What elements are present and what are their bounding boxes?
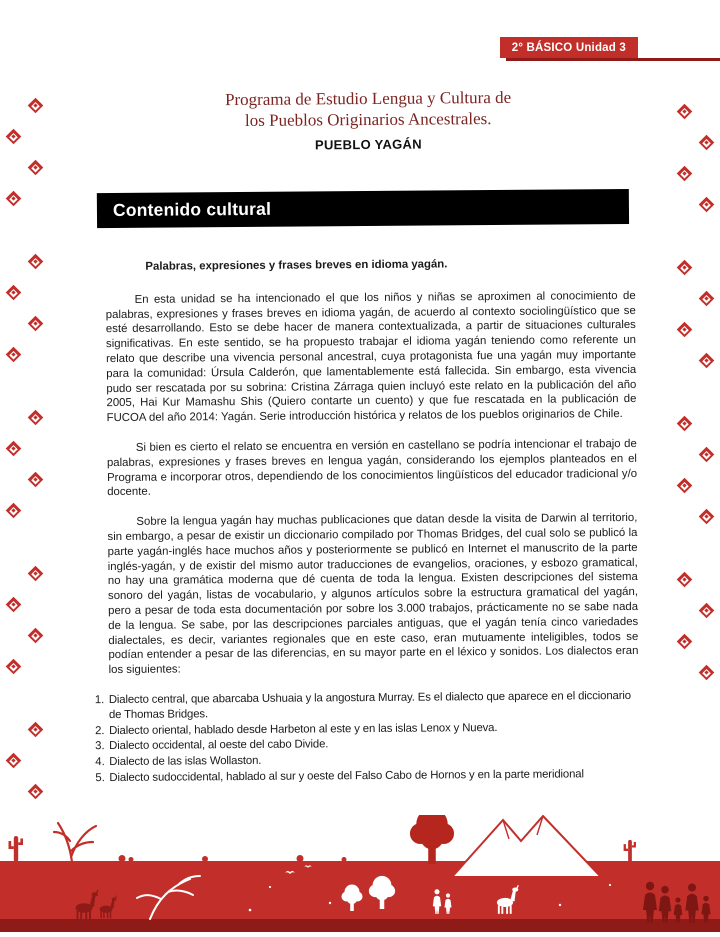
- diamond-ornament-icon: [699, 135, 715, 151]
- diamond-ornament-icon: [677, 478, 693, 494]
- diamond-ornament-icon: [699, 603, 715, 619]
- diamond-ornament-icon: [6, 191, 22, 207]
- right-ornament-border: [679, 96, 712, 720]
- diamond-ornament-icon: [28, 160, 44, 176]
- badge-underline: [506, 58, 720, 61]
- ornament-group: [679, 408, 712, 532]
- unit-badge: [500, 37, 638, 58]
- list-item: [95, 767, 639, 786]
- list-item-number: 4.: [95, 756, 105, 769]
- ornament-group: [679, 96, 712, 220]
- diamond-ornament-icon: [28, 784, 44, 800]
- diamond-ornament-icon: [677, 572, 693, 588]
- diamond-ornament-icon: [28, 98, 44, 114]
- list-item-number: 2.: [94, 724, 105, 737]
- footer-dark-strip: [0, 919, 720, 932]
- list-item-number: 1.: [94, 694, 105, 707]
- diamond-ornament-icon: [28, 316, 44, 332]
- title-line-2: los Pueblos Originarios Ancestrales.: [244, 109, 492, 130]
- diamond-ornament-icon: [677, 104, 693, 120]
- section-banner: [97, 189, 629, 228]
- paragraph-2: Si bien es cierto el relato se encuentra en versión en castellano se podría intencionar el trabajo de palabras, expresiones y frases breves en lengua yagán, considerando los ejemplos planteados en el Programa e incorporar otros, dependiendo de los conocimientos lingüísticos del educador tradicional y/o docente.: [106, 437, 638, 499]
- list-item-number: 3.: [95, 740, 105, 753]
- list-item-text: Dialecto central, que abarcaba Ushuaia y la angostura Murray. Es el dialecto que aparece en el diccionario de Thomas Bridges.: [108, 689, 631, 721]
- ornament-group: [8, 558, 41, 682]
- diamond-ornament-icon: [677, 634, 693, 650]
- document-title: [96, 86, 641, 157]
- diamond-ornament-icon: [6, 347, 22, 363]
- diamond-ornament-icon: [6, 753, 22, 769]
- ornament-group: [679, 252, 712, 376]
- ornament-group: [8, 246, 41, 370]
- list-item-text: Dialecto oriental, hablado desde Harbeton al este y en las islas Lenox y Nueva.: [108, 721, 498, 737]
- diamond-ornament-icon: [6, 285, 22, 301]
- diamond-ornament-icon: [28, 254, 44, 270]
- dialect-list: [95, 689, 640, 786]
- diamond-ornament-icon: [28, 472, 44, 488]
- unit-badge-label: 2° BÁSICO Unidad 3: [511, 41, 626, 54]
- title-line-1: Programa de Estudio Lengua y Cultura de: [224, 87, 512, 110]
- page-content: [96, 86, 645, 787]
- cactus-silhouette: [9, 836, 24, 862]
- left-ornament-border: [8, 90, 41, 839]
- footer-landscape-svg: [0, 815, 720, 932]
- diamond-ornament-icon: [677, 260, 693, 276]
- diamond-ornament-icon: [699, 447, 715, 463]
- list-item-text: Dialecto de las islas Wollaston.: [109, 754, 262, 769]
- diamond-ornament-icon: [699, 353, 715, 369]
- mountain-silhouette: [452, 816, 601, 877]
- diamond-ornament-icon: [699, 665, 715, 681]
- diamond-ornament-icon: [6, 129, 22, 145]
- section-banner-label: Contenido cultural: [112, 198, 272, 221]
- diamond-ornament-icon: [28, 722, 44, 738]
- diamond-ornament-icon: [699, 509, 715, 525]
- ornament-group: [679, 564, 712, 688]
- diamond-ornament-icon: [677, 166, 693, 182]
- cactus-silhouette: [624, 840, 636, 862]
- diamond-ornament-icon: [6, 441, 22, 457]
- list-item-number: 5.: [95, 771, 105, 785]
- diamond-ornament-icon: [699, 197, 715, 213]
- list-item: [95, 689, 639, 723]
- diamond-ornament-icon: [677, 416, 693, 432]
- diamond-ornament-icon: [28, 628, 44, 644]
- diamond-ornament-icon: [6, 659, 22, 675]
- paragraph-3: Sobre la lengua yagán hay muchas publicaciones que datan desde la visita de Darwin al territorio, sin embargo, a pesar de existir un diccionario compilado por Thomas Bridges, del cual solo se publicó la parte yagán-inglés hace muchos años y posteriormente se publicó en Internet el manuscrito de la parte inglés-yagán, y de existir del mismo autor traducciones de evangelios, oraciones, y esbozo gramatical, no hay una gramática moderna que dé cuenta de toda la lengua. Existen descripciones del sistema sonoro del yagán, listas de vocabulario, y algunos artículos sobre la estructura gramatical del yagán, pero a pesar de toda esta documentación por sobre los 3.000 trabajos, prácticamente no se sabe nada de la lengua. Se sabe, por las descripciones parciales antiguas, que el yagán tenía cinco variedades dialectales, es decir, variantes regionales que en este caso, eran mutuamente inteligibles, todos se podían entender a pesar de las diferencias, en su mayor parte en el léxico y sonidos. Los dialectos eran los siguientes:: [107, 512, 639, 677]
- diamond-ornament-icon: [699, 291, 715, 307]
- title-pueblo-yagan: PUEBLO YAGÁN: [314, 136, 422, 153]
- list-item-text: Dialecto occidental, al oeste del cabo Divide.: [109, 738, 329, 753]
- diamond-ornament-icon: [28, 566, 44, 582]
- ornament-group: [8, 90, 41, 214]
- diamond-ornament-icon: [6, 503, 22, 519]
- diamond-ornament-icon: [6, 597, 22, 613]
- ornament-group: [8, 402, 41, 526]
- diamond-ornament-icon: [677, 322, 693, 338]
- big-tree-silhouette: [410, 815, 454, 864]
- bare-tree-silhouette: [54, 823, 96, 862]
- list-item-text: Dialecto sudoccidental, hablado al sur y oeste del Falso Cabo de Hornos y en la parte meridional: [109, 768, 584, 784]
- content-subtitle: Palabras, expresiones y frases breves en idioma yagán.: [145, 258, 448, 273]
- diamond-ornament-icon: [28, 410, 44, 426]
- paragraph-1: En esta unidad se ha intencionado el que los niños y niñas se aproximen al conocimiento de palabras, expresiones y frases breves en idioma yagán, de acuerdo al contexto sociolingüístico que se esté desarrollando. Esto se debe hacer de manera contextualizada, a partir de situaciones culturales significativas. En este sentido, se ha propuesto trabajar el idioma yagán teniendo como referente un relato que describe una vivencia personal ancestral, cuya protagonista fue una yagán muy importante para la comunidad: Úrsula Calderón, que lamentablemente está fallecida. Sin embargo, esta vivencia pudo ser rescatada por su sobrina: Cristina Zárraga quien incluyó este relato en la publicación del año 2005, Hai Kur Mamashu Shis (Quiero contarte un cuento) y que fue rescatada en la publicación de FUCOA del año 2014: Yagán. Serie introducción histórica y relatos de los pueblos originarios de Chile.: [105, 289, 637, 425]
- ornament-group: [8, 714, 41, 807]
- footer-landscape-art: [0, 815, 720, 932]
- body-text: [94, 256, 645, 786]
